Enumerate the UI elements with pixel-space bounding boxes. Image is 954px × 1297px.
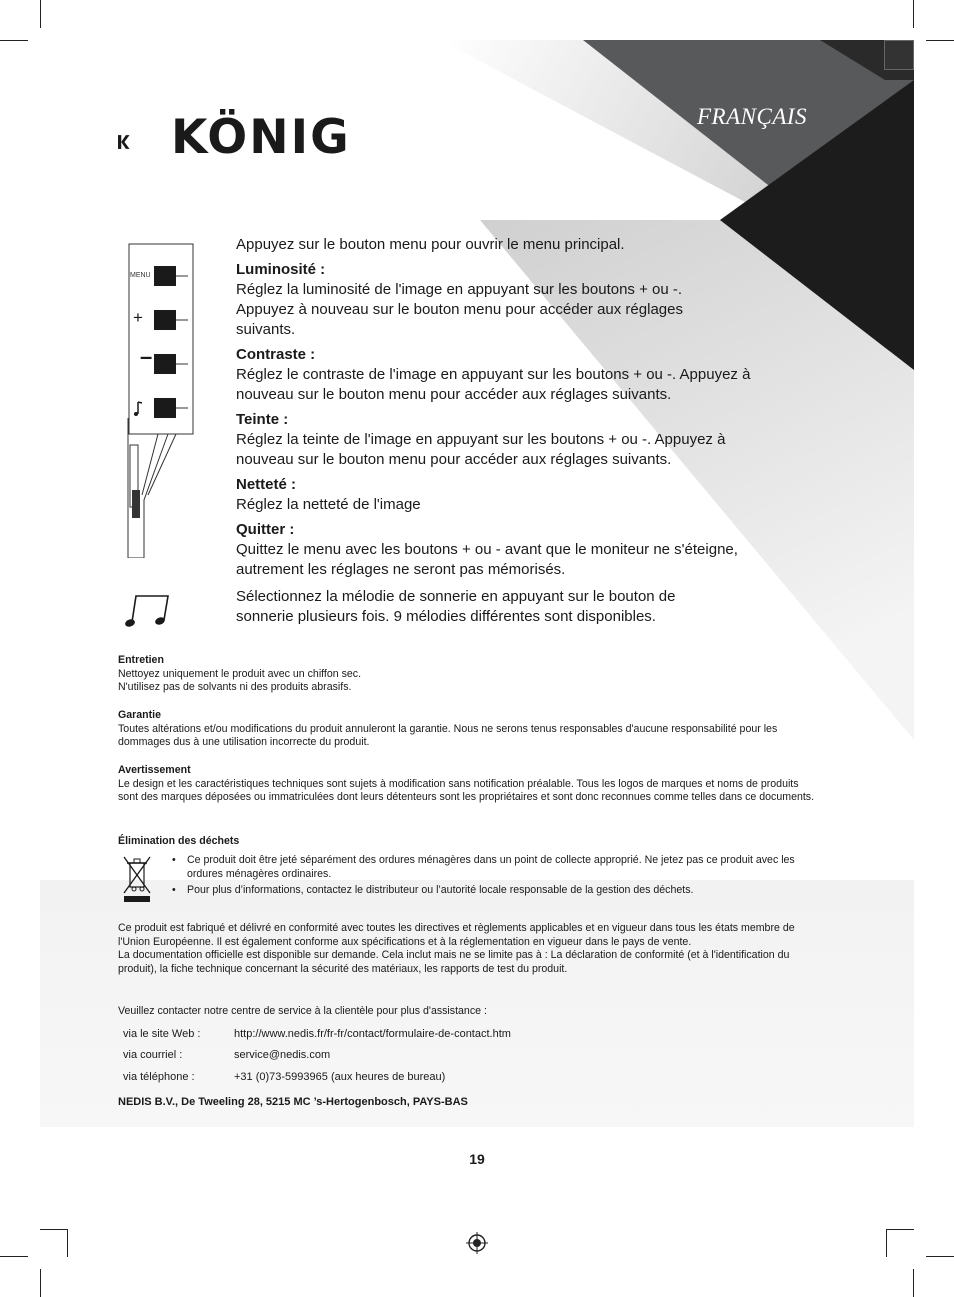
svg-text:–: – (140, 344, 153, 369)
menu-item-text: Réglez le contraste de l'image en appuyant sur les boutons + ou -. Appuyez à nouveau sur le bouton menu pour accéder aux réglages suivants. (236, 366, 751, 403)
warranty-section (118, 709, 818, 750)
registration-mark-icon (466, 1232, 488, 1254)
music-note-icon (122, 590, 172, 630)
contact-link-email[interactable]: service@nedis.com (234, 1049, 331, 1061)
contact-intro: Veuillez contacter notre centre de service à la clientèle pour plus d'assistance : (118, 1005, 487, 1017)
maintenance-line: Nettoyez uniquement le produit avec un chiffon sec. (118, 667, 362, 680)
language-label: FRANÇAIS (697, 104, 808, 129)
menu-item-title: Luminosité : (236, 261, 326, 278)
menu-item-title: Teinte : (236, 411, 289, 428)
contact-label-web: via le site Web : (123, 1028, 201, 1040)
menu-intro: Appuyez sur le bouton menu pour ouvrir le menu principal. (236, 236, 625, 253)
menu-item-contrast (236, 345, 766, 405)
konig-logo-icon (118, 112, 170, 172)
menu-item-sharpness (236, 475, 766, 515)
conformity-section (118, 922, 818, 976)
contact-label-phone: via téléphone : (123, 1071, 195, 1083)
ringtone-text: Sélectionnez la mélodie de sonnerie en appuyant sur le bouton de sonnerie plusieurs fois. 9 mélodies différentes sont disponibles. (236, 588, 676, 625)
menu-item-title: Netteté : (236, 476, 297, 493)
brand-name: KÖNIG (171, 110, 351, 165)
disposal-bullet: • Ce produit doit être jeté séparément des ordures ménagères dans un point de collecte approprié. Ne jetez pas ce produit avec les ordures ménagères ordinaires. (172, 854, 795, 880)
menu-item-title: Contraste : (236, 346, 316, 363)
contact-label-email: via courriel : (123, 1049, 183, 1061)
contact-link-web[interactable]: http://www.nedis.fr/fr-fr/contact/formulaire-de-contact.htm (234, 1028, 511, 1040)
warranty-text: Toutes altérations et/ou modifications du produit annuleront la garantie. Nous ne serons tenus responsables d'aucune responsabilité pour les dommages dus à une utilisation incorrecte du produit. (118, 722, 778, 748)
menu-item-text: Réglez la netteté de l'image (236, 496, 421, 513)
conformity-paragraph: Ce produit est fabriqué et délivré en conformité avec toutes les directives et règlements applicables et en vigueur dans tous les états membre de l'Union Européenne. Il est également conforme aux spécifications et à la réglementation en vigueur dans le pays de vente. (118, 922, 795, 948)
disposal-bullet: • Pour plus d’informations, contactez le distributeur ou l’autorité locale responsable de la gestion des déchets. (172, 884, 694, 896)
conformity-paragraph: La documentation officielle est disponible sur demande. Cela inclut mais ne se limite pas à : La déclaration de conformité (et à l'identification du produit), la fiche technique concernant la sécurité des matériaux, les rapports de test du produit. (118, 949, 790, 975)
section-title: Entretien (118, 654, 164, 666)
warning-section (118, 764, 818, 805)
page-number: 19 (469, 1151, 485, 1167)
menu-item-text: Quittez le menu avec les boutons + ou - avant que le moniteur ne s'éteigne, autrement les réglages ne seront pas mémorisés. (236, 541, 738, 578)
section-title: Garantie (118, 709, 161, 721)
menu-item-exit (236, 520, 766, 580)
maintenance-line: N'utilisez pas de solvants ni des produits abrasifs. (118, 681, 352, 693)
menu-item-text: Réglez la teinte de l'image en appuyant sur les boutons + ou -. Appuyez à nouveau sur le bouton menu pour accéder aux réglages suivants. (236, 431, 726, 468)
section-title: Élimination des déchets (118, 835, 240, 847)
section-title: Avertissement (118, 764, 191, 776)
maintenance-section (118, 654, 818, 695)
disposal-bullets (172, 854, 812, 898)
plus-button-label: + (133, 308, 143, 327)
menu-item-brightness (236, 260, 766, 340)
menu-item-tint (236, 410, 766, 470)
company-address: NEDIS B.V., De Tweeling 28, 5215 MC ’s-Hertogenbosch, PAYS-BAS (118, 1096, 468, 1108)
warning-text: Le design et les caractéristiques techniques sont sujets à modification sans notification préalable. Tous les logos de marques et noms de produits sont des marques déposées ou immatriculées dont leurs détenteurs sont les propriétaires et sont donc reconnues comme telles dans ce documents. (118, 777, 815, 803)
menu-item-text: Réglez la luminosité de l'image en appuyant sur les boutons + ou -. Appuyez à nouveau sur le bouton menu pour accéder aux réglages suivants. (236, 281, 683, 338)
disposal-section (118, 835, 818, 849)
menu-item-title: Quitter : (236, 521, 295, 538)
weee-bin-icon (122, 855, 152, 903)
corner-tab (884, 40, 914, 70)
contact-phone: +31 (0)73-5993965 (aux heures de bureau) (234, 1071, 446, 1083)
monitor-side-illustration (122, 240, 198, 558)
menu-button-label: MENU (130, 272, 151, 279)
